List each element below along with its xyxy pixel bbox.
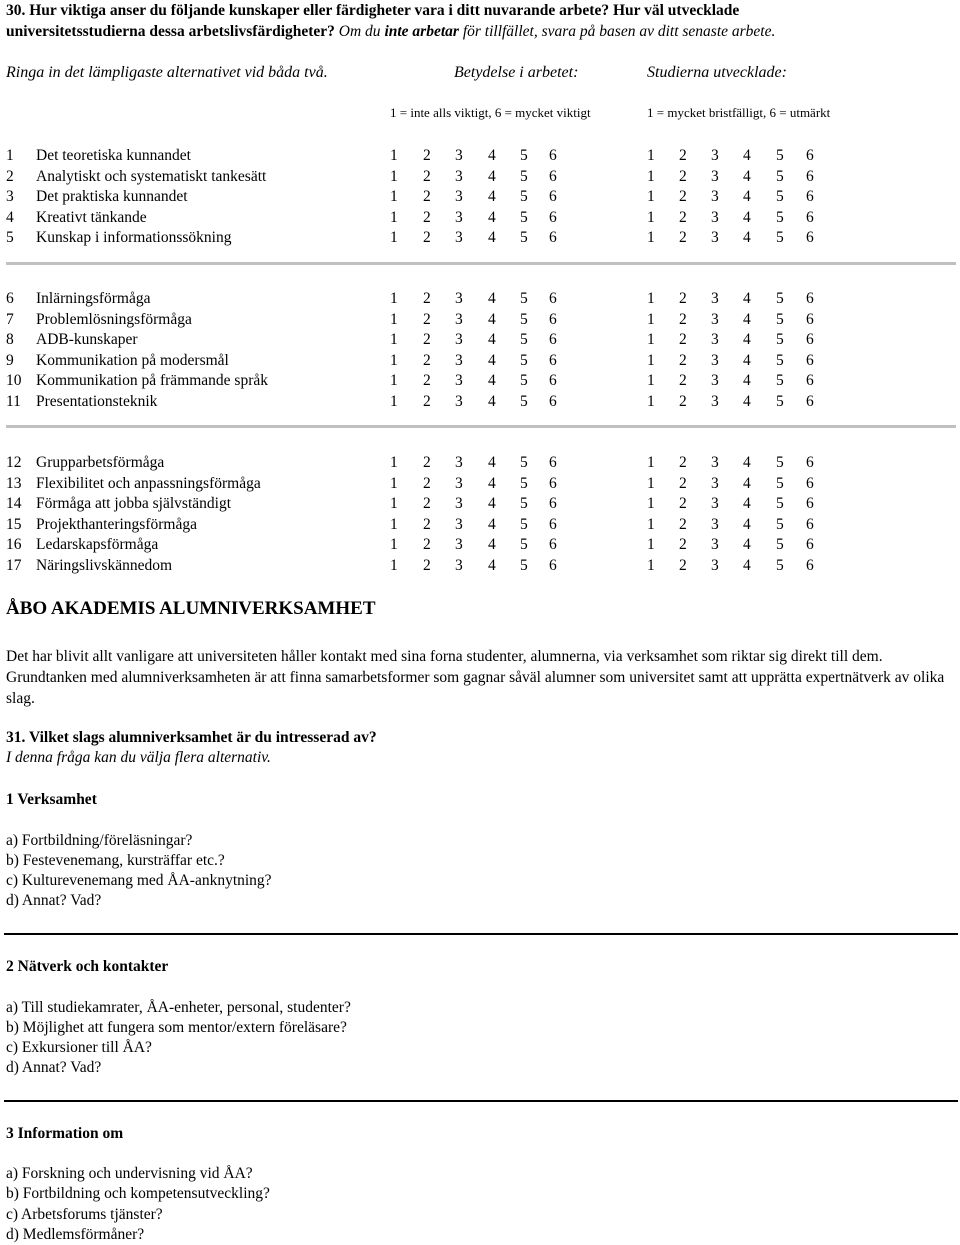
importance-option[interactable]: 3 xyxy=(455,310,463,328)
row-number: 14 xyxy=(6,495,22,512)
development-option[interactable]: 1 xyxy=(647,536,655,553)
importance-option[interactable]: 3 xyxy=(455,167,463,185)
importance-option[interactable]: 4 xyxy=(488,536,496,553)
development-option[interactable]: 4 xyxy=(743,392,751,410)
section-divider xyxy=(4,1100,958,1102)
question-31-instruction: I denna fråga kan du välja flera alternativ. xyxy=(6,749,271,766)
importance-option[interactable]: 2 xyxy=(423,392,431,410)
importance-option[interactable]: 2 xyxy=(423,229,431,246)
q30-line2-italic-bold: inte arbetar xyxy=(384,23,459,40)
importance-option[interactable]: 6 xyxy=(549,229,557,246)
option-item[interactable]: d) Annat? Vad? xyxy=(6,892,102,909)
development-option[interactable]: 1 xyxy=(647,351,655,369)
importance-option[interactable]: 6 xyxy=(549,290,557,307)
row-number: 7 xyxy=(6,310,14,328)
option-item[interactable]: d) Medlemsförmåner? xyxy=(6,1226,145,1243)
development-option[interactable]: 1 xyxy=(647,229,655,246)
row-number: 10 xyxy=(6,372,22,389)
importance-option[interactable]: 1 xyxy=(390,208,398,226)
importance-option[interactable]: 1 xyxy=(390,331,398,348)
development-option[interactable]: 6 xyxy=(806,474,814,492)
importance-option[interactable]: 3 xyxy=(455,372,463,389)
development-option[interactable]: 1 xyxy=(647,454,655,471)
development-option[interactable]: 2 xyxy=(679,392,687,410)
development-option[interactable]: 5 xyxy=(776,147,784,164)
rating-row xyxy=(0,453,960,473)
importance-option[interactable]: 2 xyxy=(423,167,431,185)
development-option[interactable]: 6 xyxy=(806,495,814,512)
rating-row xyxy=(0,187,960,207)
row-number: 6 xyxy=(6,290,14,307)
option-item[interactable]: d) Annat? Vad? xyxy=(6,1059,102,1076)
importance-option[interactable]: 5 xyxy=(520,495,528,512)
importance-option[interactable]: 6 xyxy=(549,351,557,369)
rating-row xyxy=(0,556,960,576)
row-number: 3 xyxy=(6,188,14,205)
importance-option[interactable]: 1 xyxy=(390,392,398,410)
importance-option[interactable]: 5 xyxy=(520,167,528,185)
importance-option[interactable]: 1 xyxy=(390,495,398,512)
row-number: 11 xyxy=(6,392,21,410)
importance-option[interactable]: 6 xyxy=(549,147,557,164)
col2-scale: 1 = mycket bristfälligt, 6 = utmärkt xyxy=(647,105,831,120)
importance-option[interactable]: 4 xyxy=(488,167,496,185)
development-option[interactable]: 3 xyxy=(711,229,719,246)
row-label: Det teoretiska kunnandet xyxy=(36,147,191,164)
importance-option[interactable]: 3 xyxy=(455,188,463,205)
development-option[interactable]: 4 xyxy=(743,188,751,205)
row-label: Problemlösningsförmåga xyxy=(36,310,192,328)
importance-option[interactable]: 6 xyxy=(549,372,557,389)
importance-option[interactable]: 6 xyxy=(549,515,557,533)
importance-option[interactable]: 5 xyxy=(520,208,528,226)
importance-option[interactable]: 3 xyxy=(455,331,463,348)
development-option[interactable]: 1 xyxy=(647,556,655,574)
importance-option[interactable]: 5 xyxy=(520,331,528,348)
rating-row xyxy=(0,392,960,412)
importance-option[interactable]: 1 xyxy=(390,310,398,328)
importance-option[interactable]: 3 xyxy=(455,454,463,471)
development-option[interactable]: 4 xyxy=(743,331,751,348)
importance-option[interactable]: 1 xyxy=(390,536,398,553)
importance-option[interactable]: 6 xyxy=(549,495,557,512)
importance-option[interactable]: 3 xyxy=(455,392,463,410)
development-option[interactable]: 6 xyxy=(806,147,814,164)
development-option[interactable]: 4 xyxy=(743,229,751,246)
row-label: Förmåga att jobba självständigt xyxy=(36,495,232,512)
q30-line2: universitetsstudierna dessa arbetslivsfärdigheter? xyxy=(6,23,335,40)
option-item[interactable]: c) Arbetsforums tjänster? xyxy=(6,1206,163,1223)
importance-option[interactable]: 4 xyxy=(488,188,496,205)
alumni-paragraph: Det har blivit allt vanligare att universiteten håller kontakt med sina forna studenter, alumnerna, via verksamhet som riktar sig direkt till dem. Grundtanken med alumniverksamheten är att finna samarbetsformer som gagnar såväl alumner som universitet samt att upprätta expertnätverk av olika slag. xyxy=(6,648,945,707)
group-separator xyxy=(6,262,956,265)
importance-option[interactable]: 4 xyxy=(488,310,496,328)
importance-option[interactable]: 4 xyxy=(488,372,496,389)
development-option[interactable]: 6 xyxy=(806,372,814,389)
importance-option[interactable]: 4 xyxy=(488,351,496,369)
development-option[interactable]: 5 xyxy=(776,188,784,205)
development-option[interactable]: 3 xyxy=(711,351,719,369)
development-option[interactable]: 5 xyxy=(776,351,784,369)
development-option[interactable]: 3 xyxy=(711,454,719,471)
development-option[interactable]: 4 xyxy=(743,474,751,492)
importance-option[interactable]: 1 xyxy=(390,167,398,185)
development-option[interactable]: 1 xyxy=(647,188,655,205)
importance-option[interactable]: 5 xyxy=(520,474,528,492)
development-option[interactable]: 2 xyxy=(679,310,687,328)
row-number: 2 xyxy=(6,167,14,185)
development-option[interactable]: 6 xyxy=(806,229,814,246)
importance-option[interactable]: 4 xyxy=(488,290,496,307)
rating-row xyxy=(0,515,960,535)
row-label: Flexibilitet och anpassningsförmåga xyxy=(36,474,261,492)
development-option[interactable]: 3 xyxy=(711,495,719,512)
importance-option[interactable]: 5 xyxy=(520,536,528,553)
importance-option[interactable]: 1 xyxy=(390,372,398,389)
row-label: Inlärningsförmåga xyxy=(36,290,151,307)
importance-option[interactable]: 6 xyxy=(549,556,557,574)
development-option[interactable]: 6 xyxy=(806,556,814,574)
development-option[interactable]: 5 xyxy=(776,331,784,348)
importance-option[interactable]: 2 xyxy=(423,147,431,164)
development-option[interactable]: 5 xyxy=(776,229,784,246)
importance-option[interactable]: 5 xyxy=(520,392,528,410)
development-option[interactable]: 4 xyxy=(743,556,751,574)
importance-option[interactable]: 6 xyxy=(549,474,557,492)
development-option[interactable]: 6 xyxy=(806,167,814,185)
row-number: 13 xyxy=(6,474,22,492)
row-number: 4 xyxy=(6,208,14,226)
rating-row xyxy=(0,371,960,391)
rating-row xyxy=(0,351,960,371)
option-item[interactable]: a) Till studiekamrater, ÅA-enheter, personal, studenter? xyxy=(6,999,351,1016)
importance-option[interactable]: 4 xyxy=(488,229,496,246)
development-option[interactable]: 2 xyxy=(679,454,687,471)
development-option[interactable]: 1 xyxy=(647,495,655,512)
option-item[interactable]: a) Fortbildning/föreläsningar? xyxy=(6,832,193,849)
importance-option[interactable]: 5 xyxy=(520,515,528,533)
importance-option[interactable]: 1 xyxy=(390,229,398,246)
development-option[interactable]: 2 xyxy=(679,290,687,307)
development-option[interactable]: 4 xyxy=(743,147,751,164)
option-item[interactable]: b) Fortbildning och kompetensutveckling? xyxy=(6,1185,270,1202)
col2-header: Studierna utvecklade: xyxy=(647,64,787,81)
importance-option[interactable]: 1 xyxy=(390,188,398,205)
row-number: 17 xyxy=(6,556,22,574)
importance-option[interactable]: 6 xyxy=(549,331,557,348)
option-item[interactable]: b) Möjlighet att fungera som mentor/extern föreläsare? xyxy=(6,1019,347,1036)
row-label: Analytiskt och systematiskt tankesätt xyxy=(36,167,267,185)
importance-option[interactable]: 1 xyxy=(390,290,398,307)
row-label: ADB-kunskaper xyxy=(36,331,138,348)
importance-option[interactable]: 1 xyxy=(390,147,398,164)
rating-row xyxy=(0,289,960,309)
col1-header: Betydelse i arbetet: xyxy=(454,64,579,81)
importance-option[interactable]: 6 xyxy=(549,454,557,471)
question-30-text xyxy=(6,0,956,42)
row-number: 16 xyxy=(6,536,22,553)
development-option[interactable]: 6 xyxy=(806,331,814,348)
importance-option[interactable]: 5 xyxy=(520,310,528,328)
importance-option[interactable]: 2 xyxy=(423,290,431,307)
row-number: 15 xyxy=(6,515,22,533)
importance-option[interactable]: 4 xyxy=(488,515,496,533)
development-option[interactable]: 4 xyxy=(743,208,751,226)
development-option[interactable]: 3 xyxy=(711,515,719,533)
row-label: Presentationsteknik xyxy=(36,392,158,410)
row-label: Kommunikation på främmande språk xyxy=(36,372,269,389)
development-option[interactable]: 5 xyxy=(776,454,784,471)
development-option[interactable]: 3 xyxy=(711,290,719,307)
row-number: 9 xyxy=(6,351,14,369)
development-option[interactable]: 4 xyxy=(743,536,751,553)
importance-option[interactable]: 3 xyxy=(455,556,463,574)
development-option[interactable]: 2 xyxy=(679,372,687,389)
development-option[interactable]: 1 xyxy=(647,392,655,410)
development-option[interactable]: 1 xyxy=(647,474,655,492)
development-option[interactable]: 2 xyxy=(679,351,687,369)
row-label: Projekthanteringsförmåga xyxy=(36,515,197,533)
importance-option[interactable]: 6 xyxy=(549,310,557,328)
row-label: Ledarskapsförmåga xyxy=(36,536,159,553)
development-option[interactable]: 5 xyxy=(776,495,784,512)
importance-option[interactable]: 2 xyxy=(423,331,431,348)
section-natverk-title: 2 Nätverk och kontakter xyxy=(6,958,169,975)
development-option[interactable]: 1 xyxy=(647,310,655,328)
importance-option[interactable]: 2 xyxy=(423,556,431,574)
row-label: Grupparbetsförmåga xyxy=(36,454,165,471)
development-option[interactable]: 3 xyxy=(711,188,719,205)
importance-option[interactable]: 5 xyxy=(520,372,528,389)
development-option[interactable]: 5 xyxy=(776,392,784,410)
development-option[interactable]: 3 xyxy=(711,372,719,389)
importance-option[interactable]: 2 xyxy=(423,310,431,328)
importance-option[interactable]: 6 xyxy=(549,392,557,410)
development-option[interactable]: 3 xyxy=(711,167,719,185)
importance-option[interactable]: 5 xyxy=(520,454,528,471)
development-option[interactable]: 1 xyxy=(647,515,655,533)
development-option[interactable]: 1 xyxy=(647,372,655,389)
development-option[interactable]: 5 xyxy=(776,372,784,389)
development-option[interactable]: 3 xyxy=(711,331,719,348)
importance-option[interactable]: 3 xyxy=(455,515,463,533)
row-label: Kommunikation på modersmål xyxy=(36,351,229,369)
development-option[interactable]: 1 xyxy=(647,290,655,307)
importance-option[interactable]: 3 xyxy=(455,229,463,246)
development-option[interactable]: 4 xyxy=(743,495,751,512)
importance-option[interactable]: 5 xyxy=(520,229,528,246)
rating-row xyxy=(0,146,960,166)
importance-option[interactable]: 4 xyxy=(488,454,496,471)
importance-option[interactable]: 2 xyxy=(423,351,431,369)
development-option[interactable]: 6 xyxy=(806,351,814,369)
development-option[interactable]: 6 xyxy=(806,188,814,205)
section-verksamhet-title: 1 Verksamhet xyxy=(6,791,97,808)
development-option[interactable]: 5 xyxy=(776,474,784,492)
importance-option[interactable]: 1 xyxy=(390,515,398,533)
importance-option[interactable]: 3 xyxy=(455,147,463,164)
development-option[interactable]: 3 xyxy=(711,536,719,553)
importance-option[interactable]: 4 xyxy=(488,474,496,492)
importance-option[interactable]: 1 xyxy=(390,454,398,471)
importance-option[interactable]: 4 xyxy=(488,331,496,348)
importance-option[interactable]: 2 xyxy=(423,515,431,533)
q30-line2-italic-b: för tillfället, svara på basen av ditt senaste arbete. xyxy=(458,23,776,40)
importance-option[interactable]: 5 xyxy=(520,351,528,369)
rating-row xyxy=(0,228,960,248)
development-option[interactable]: 3 xyxy=(711,310,719,328)
section-divider xyxy=(4,933,958,935)
importance-option[interactable]: 2 xyxy=(423,208,431,226)
importance-option[interactable]: 3 xyxy=(455,536,463,553)
row-label: Det praktiska kunnandet xyxy=(36,188,188,205)
development-option[interactable]: 2 xyxy=(679,147,687,164)
development-option[interactable]: 5 xyxy=(776,208,784,226)
development-option[interactable]: 6 xyxy=(806,392,814,410)
development-option[interactable]: 5 xyxy=(776,290,784,307)
development-option[interactable]: 1 xyxy=(647,147,655,164)
row-number: 8 xyxy=(6,331,14,348)
importance-option[interactable]: 4 xyxy=(488,208,496,226)
option-item[interactable]: c) Exkursioner till ÅA? xyxy=(6,1039,152,1056)
importance-option[interactable]: 1 xyxy=(390,474,398,492)
importance-option[interactable]: 6 xyxy=(549,208,557,226)
row-number: 5 xyxy=(6,229,14,246)
development-option[interactable]: 4 xyxy=(743,515,751,533)
importance-option[interactable]: 4 xyxy=(488,556,496,574)
importance-option[interactable]: 2 xyxy=(423,474,431,492)
q30-line1: 30. Hur viktiga anser du följande kunskaper eller färdigheter vara i ditt nuvarande arbete? Hur väl utvecklade xyxy=(6,2,740,19)
development-option[interactable]: 3 xyxy=(711,147,719,164)
development-option[interactable]: 5 xyxy=(776,556,784,574)
option-item[interactable]: b) Festevenemang, kursträffar etc.? xyxy=(6,852,225,869)
importance-option[interactable]: 5 xyxy=(520,147,528,164)
development-option[interactable]: 6 xyxy=(806,454,814,471)
rating-row xyxy=(0,208,960,228)
importance-option[interactable]: 4 xyxy=(488,147,496,164)
row-label: Kreativt tänkande xyxy=(36,208,147,226)
development-option[interactable]: 4 xyxy=(743,372,751,389)
importance-option[interactable]: 3 xyxy=(455,290,463,307)
importance-option[interactable]: 3 xyxy=(455,208,463,226)
development-option[interactable]: 5 xyxy=(776,536,784,553)
development-option[interactable]: 4 xyxy=(743,351,751,369)
importance-option[interactable]: 3 xyxy=(455,495,463,512)
importance-option[interactable]: 4 xyxy=(488,392,496,410)
development-option[interactable]: 3 xyxy=(711,556,719,574)
development-option[interactable]: 1 xyxy=(647,331,655,348)
importance-option[interactable]: 6 xyxy=(549,188,557,205)
development-option[interactable]: 6 xyxy=(806,310,814,328)
importance-option[interactable]: 3 xyxy=(455,351,463,369)
importance-option[interactable]: 3 xyxy=(455,474,463,492)
development-option[interactable]: 1 xyxy=(647,208,655,226)
importance-option[interactable]: 1 xyxy=(390,351,398,369)
section-information-title: 3 Information om xyxy=(6,1125,124,1142)
development-option[interactable]: 5 xyxy=(776,310,784,328)
development-option[interactable]: 2 xyxy=(679,515,687,533)
development-option[interactable]: 2 xyxy=(679,556,687,574)
q30-line2-italic-a: Om du xyxy=(334,23,385,40)
question-31: 31. Vilket slags alumniverksamhet är du intresserad av? xyxy=(6,729,377,746)
importance-option[interactable]: 2 xyxy=(423,536,431,553)
option-item[interactable]: a) Forskning och undervisning vid ÅA? xyxy=(6,1165,253,1182)
row-label: Kunskap i informationssökning xyxy=(36,229,232,246)
option-item[interactable]: c) Kulturevenemang med ÅA-anknytning? xyxy=(6,872,272,889)
importance-option[interactable]: 2 xyxy=(423,495,431,512)
row-number: 12 xyxy=(6,454,22,471)
importance-option[interactable]: 6 xyxy=(549,167,557,185)
rating-row xyxy=(0,494,960,514)
development-option[interactable]: 6 xyxy=(806,515,814,533)
importance-option[interactable]: 5 xyxy=(520,188,528,205)
development-option[interactable]: 5 xyxy=(776,515,784,533)
development-option[interactable]: 6 xyxy=(806,290,814,307)
development-option[interactable]: 2 xyxy=(679,474,687,492)
importance-option[interactable]: 2 xyxy=(423,454,431,471)
development-option[interactable]: 6 xyxy=(806,208,814,226)
row-label: Näringslivskännedom xyxy=(36,556,173,574)
q30-instruction: Ringa in det lämpligaste alternativet vid båda två. xyxy=(6,64,328,81)
rating-row xyxy=(0,310,960,330)
development-option[interactable]: 6 xyxy=(806,536,814,553)
importance-option[interactable]: 5 xyxy=(520,290,528,307)
row-number: 1 xyxy=(6,147,14,164)
development-option[interactable]: 2 xyxy=(679,188,687,205)
rating-row xyxy=(0,474,960,494)
development-option[interactable]: 4 xyxy=(743,454,751,471)
importance-option[interactable]: 5 xyxy=(520,556,528,574)
importance-option[interactable]: 1 xyxy=(390,556,398,574)
importance-option[interactable]: 2 xyxy=(423,372,431,389)
development-option[interactable]: 3 xyxy=(711,208,719,226)
development-option[interactable]: 2 xyxy=(679,331,687,348)
rating-row xyxy=(0,167,960,187)
development-option[interactable]: 2 xyxy=(679,167,687,185)
rating-row xyxy=(0,535,960,555)
col1-scale: 1 = inte alls viktigt, 6 = mycket viktigt xyxy=(390,105,591,120)
development-option[interactable]: 2 xyxy=(679,536,687,553)
development-option[interactable]: 2 xyxy=(679,208,687,226)
alumni-heading: ÅBO AKADEMIS ALUMNIVERKSAMHET xyxy=(6,598,376,619)
development-option[interactable]: 1 xyxy=(647,167,655,185)
development-option[interactable]: 4 xyxy=(743,290,751,307)
rating-row xyxy=(0,330,960,350)
development-option[interactable]: 3 xyxy=(711,474,719,492)
development-option[interactable]: 3 xyxy=(711,392,719,410)
development-option[interactable]: 4 xyxy=(743,310,751,328)
development-option[interactable]: 4 xyxy=(743,167,751,185)
group-separator xyxy=(6,425,956,428)
importance-option[interactable]: 6 xyxy=(549,536,557,553)
development-option[interactable]: 5 xyxy=(776,167,784,185)
development-option[interactable]: 2 xyxy=(679,229,687,246)
development-option[interactable]: 2 xyxy=(679,495,687,512)
importance-option[interactable]: 2 xyxy=(423,188,431,205)
importance-option[interactable]: 4 xyxy=(488,495,496,512)
